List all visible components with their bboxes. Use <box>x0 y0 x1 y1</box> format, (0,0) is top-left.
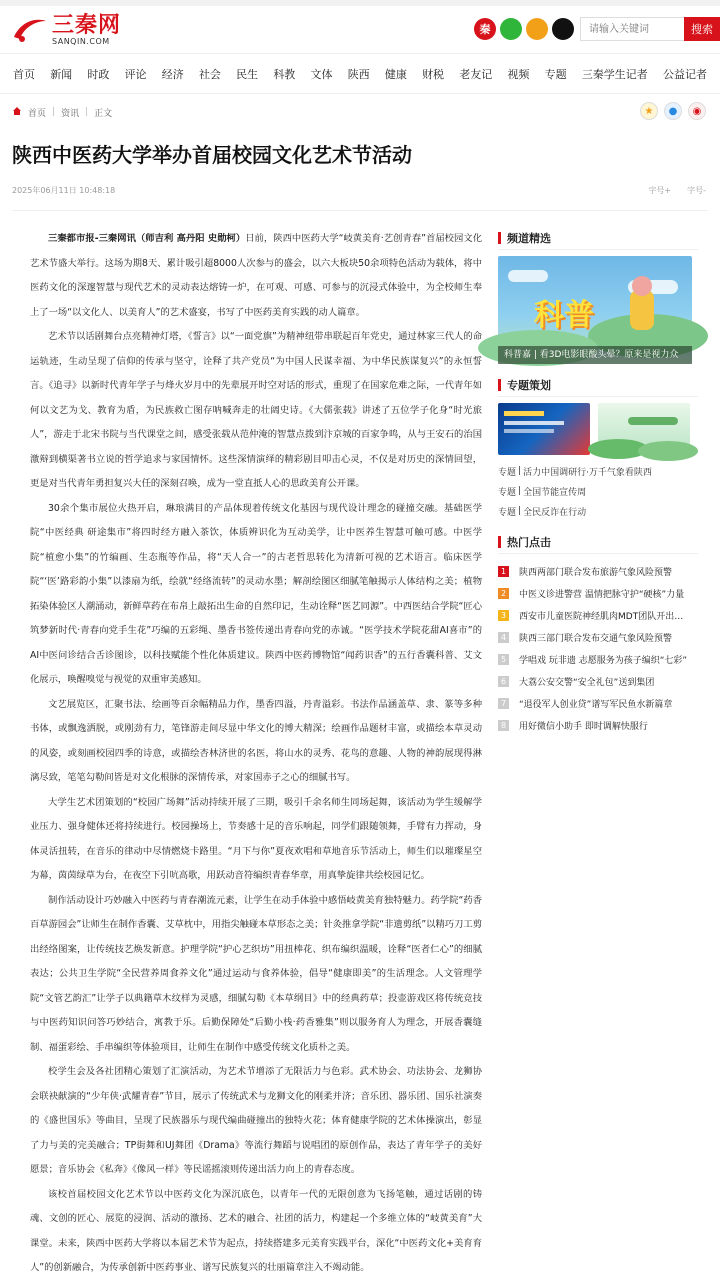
font-size-controls <box>648 185 706 196</box>
nav-item[interactable]: 科教 <box>273 67 296 81</box>
featured-heading: 频道精选 <box>498 227 698 249</box>
article-paragraph: 校学生会及各社团精心策划了汇演活动，为艺术节增添了无限活力与色彩。武术协会、功法协会、龙狮协会联袂献演的“少年侠·武耀青春”节目，展示了传统武术与龙狮文化的刚柔并济；音乐团、器乐团、国乐社演奏的《盛世国乐》等曲目，呈现了民族器乐与现代编曲碰撞出的独特火花；体育健康学院的艺术体操演出，彰显了力与美的完美融合；TP街舞和UJ舞团《Drama》等流行舞蹈与说唱团的原创作品，表达了青年学子的美好愿景；音乐协会《私奔》《像风一样》等民谣摇滚则传递出活力向上的青春态度。 <box>30 1066 482 1175</box>
article-paragraph: 大学生艺术团策划的“校园广场舞”活动持续开展了三期，吸引千余名师生同场起舞，该活动为学生缓解学业压力、强身健体还将持续进行。校园操场上，节奏感十足的音乐响起，同学们跟随领舞，手臂有力挥动，身体灵活扭转，在音乐的律动中尽情燃烧卡路里。“月下与你”夏夜欢唱和草地音乐节活动上，师生们以璀璨星空为幕，茵茵绿草为台，在夜空下引吭高歌，用跃动音符编织青春华章，用真挚旋律共绘校园记忆。 <box>30 796 482 881</box>
topic-list <box>498 461 698 521</box>
breadcrumb-current: 正文 <box>94 108 113 119</box>
hot-list-item[interactable] <box>498 582 698 604</box>
article-paragraph: 该校首届校园文化艺术节以中医药文化为深沉底色，以青年一代的无限创意为飞扬笔触，通过话剧的铸魂、文创的匠心、展览的浸润、活动的激扬、艺术的融合、社团的活力，构建起一个多维立体的“岐黄美育”大课堂。未来，陕西中医药大学将以本届艺术节为起点，持续搭建多元美育实践平台，深化“中医药文化+美育育人”的创新融合，为传承创新中医药事业、谱写民族复兴的壮丽篇章注入不竭动能。 <box>30 1188 482 1273</box>
topic-separator: | <box>518 466 522 476</box>
nav-item[interactable]: 民生 <box>236 67 259 81</box>
article-paragraph: 艺术节以话剧舞台点亮精神灯塔，《誓言》以“一面党旗”为精神纽带串联起百年党史，通过林家三代人的命运轨迹，生动呈现了信仰的传承与坚守，诠释了共产党员“为中国人民谋幸福、为中华民族谋复兴”的永恒誓言。《追寻》以新时代青年学子与烽火岁月中的先辈展开时空对话的形式，重现了在国家危难之际，一代青年如何以文艺为戈、教育为盾，为民族救亡图存呐喊奔走的壮阔史诗。《大儒张载》讲述了五位学子化身“时光旅人”，游走于北宋书院与当代课堂之间，感受张载从范仲淹的智慧点拨到汴京城的百家争鸣，从与王安石的治国激辩到横渠著书立说的哲学追求与家国情怀。这些深情演绎的精彩剧目叩击心灵，不仅是对历史的深情回望，更是对当代青年勇担复兴大任的深刻召唤，成为一堂直抵人心的思政美育公开课。 <box>30 331 482 489</box>
hot-list-item[interactable] <box>498 626 698 648</box>
publish-date: 2025年06月11日 10:48:18 <box>12 185 116 195</box>
main-nav <box>0 54 720 94</box>
nav-item[interactable]: 陕西 <box>347 67 370 81</box>
nav-item[interactable]: 公益记者 <box>663 67 707 81</box>
hot-list <box>498 560 698 736</box>
main-content <box>0 227 720 1281</box>
featured-caption[interactable]: 科普嘉 | 看3D电影眼酸头晕？原来是视力众 <box>498 346 692 364</box>
logo-cn-text: 三秦网 <box>52 11 122 38</box>
hot-item-text: 学唱戏 玩非遗 志愿服务为孩子编织“七彩” <box>519 655 688 666</box>
logo-swoosh-icon <box>12 15 48 45</box>
nav-item[interactable]: 首页 <box>13 67 35 81</box>
hot-list-item[interactable] <box>498 714 698 736</box>
rank-badge: 4 <box>498 632 509 643</box>
article-paragraph-text: 日前，陕西中医药大学“岐黄美育·艺创青春”首届校园文化艺术节盛大举行。这场为期8天、累计吸引超8000人次参与的盛会，以六大板块50余项特色活动为载体，将中医药文化的深邃智慧与现代艺术的灵动表达熔铸一炉，在可观、可感、可参与的沉浸式体验中，为全校师生奉上了一场“以文化人、以美育人”的艺术盛宴，书写了中医药美育实践的动人篇章。 <box>30 233 482 318</box>
breadcrumb-separator: | <box>85 107 89 117</box>
nav-item[interactable]: 新闻 <box>50 67 73 81</box>
hot-list-item[interactable] <box>498 692 698 714</box>
nav-item[interactable]: 文体 <box>310 67 333 81</box>
rank-badge: 8 <box>498 720 509 731</box>
topic-item[interactable] <box>498 481 698 501</box>
social-icons <box>474 18 574 40</box>
hot-item-text: 用好微信小助手 即时调解快服行 <box>519 721 648 732</box>
home-icon <box>12 106 22 119</box>
sidebar <box>498 227 698 1281</box>
breadcrumb-row <box>0 94 720 130</box>
rank-badge: 2 <box>498 588 509 599</box>
hot-item-text: 陕西三部门联合发布交通气象风险预警 <box>519 633 673 644</box>
topic-text: 全国节能宣传周 <box>523 487 587 498</box>
hot-list-item[interactable] <box>498 670 698 692</box>
article-paragraph: 文艺展览区，汇聚书法、绘画等百余幅精品力作，墨香四溢，丹青溢彩。书法作品涵盖草、隶、篆等多种书体，或飘逸洒脱，或刚劲有力，笔锋游走间尽显中华文化的博大精深；绘画作品题材丰富，或描绘本草灵动的风姿，或刻画校园四季的诗意，或描绘杏林济世的名医，将山水的灵秀、花鸟的意趣、人物的神韵展现得淋漓尽致，笔笔勾勒间皆是对文化根脉的深情传承，对家国赤子之心的细腻书写。 <box>30 698 482 783</box>
special-thumb-1[interactable] <box>498 403 590 455</box>
site-header <box>0 6 720 54</box>
nav-item[interactable]: 专题 <box>544 67 567 81</box>
font-increase-button[interactable]: 字号+ <box>648 185 672 195</box>
nav-item[interactable]: 三秦学生记者 <box>581 67 648 81</box>
breadcrumb <box>12 106 112 119</box>
rank-badge: 3 <box>498 610 509 621</box>
title-divider <box>12 210 708 211</box>
douyin-icon[interactable] <box>552 18 574 40</box>
article-paragraph: 制作活动设计巧妙融入中医药与青春潮流元素，让学生在动手体验中感悟岐黄美育独特魅力。药学院“药香百草游园会”让师生在制作香囊、艾草枕中，用指尖触碰本草形态之美；针灸推拿学院“非遗剪纸”以精巧刀工剪出经络图案，让传统技艺焕发新意。护理学院“护心艺织坊”用扭棒花、织布编织温暖，诠释“医者仁心”的细腻表达；公共卫生学院“全民营养周食养文化”通过运动与食养体验，倡导“健康即美”的生活理念。人文管理学院“文管艺韵汇”让学子以典籍草木纹样为灵感，细腻勾勒《本草纲目》中的经典药草；投壶游戏区将传统竞技与中医药知识问答巧妙结合，寓教于乐。后勤保障处“后勤小栈·药香雅集”则以服务育人为理念，开展香囊缝制、福蛋彩绘、手串编织等体验项目，让师生在制作中感受传统文化质朴之美。 <box>30 894 482 1053</box>
featured-art-text: 科普 <box>534 298 594 333</box>
wechat-icon[interactable] <box>500 18 522 40</box>
hot-item-text: 陕西两部门联合发布旅游气象风险预警 <box>519 567 673 578</box>
hot-list-item[interactable] <box>498 604 698 626</box>
article-paragraph <box>30 227 482 325</box>
favorite-star-icon[interactable]: ★ <box>640 102 658 120</box>
featured-image[interactable] <box>498 256 692 364</box>
hot-item-text: 中医义诊进警营 温情把脉守护“硬核”力量 <box>519 589 685 600</box>
rank-badge: 5 <box>498 654 509 665</box>
weibo-share-icon[interactable]: ◉ <box>688 102 706 120</box>
search-bar <box>580 17 720 41</box>
special-thumb-2[interactable] <box>598 403 690 455</box>
article-lead: 三秦都市报-三秦网讯（师吉利 高丹阳 史勋柯） <box>48 233 246 244</box>
weibo-icon[interactable] <box>526 18 548 40</box>
hot-item-text: “退役军人创业贷”谱写军民鱼水新篇章 <box>519 699 673 710</box>
rank-badge: 7 <box>498 698 509 709</box>
hot-item-text: 西安市儿童医院神经肌肉MDT团队开出… <box>519 611 684 622</box>
topic-item[interactable] <box>498 501 698 521</box>
nav-item[interactable]: 评论 <box>124 67 147 81</box>
search-input[interactable] <box>580 17 684 41</box>
share-buttons <box>640 102 706 120</box>
article-body <box>12 227 492 1281</box>
topic-separator: | <box>518 506 522 516</box>
topic-prefix: 专题 <box>498 507 517 518</box>
nav-item[interactable]: 经济 <box>161 67 184 81</box>
font-decrease-button[interactable]: 字号- <box>687 185 706 195</box>
nav-item[interactable]: 财税 <box>422 67 445 81</box>
breadcrumb-news[interactable]: 资讯 <box>61 108 80 119</box>
rank-badge: 1 <box>498 566 509 577</box>
hot-heading: 热门点击 <box>498 531 698 553</box>
rank-badge: 6 <box>498 676 509 687</box>
topic-prefix: 专题 <box>498 467 517 478</box>
article-title: 陕西中医药大学举办首届校园文化艺术节活动 <box>12 142 412 167</box>
nav-item[interactable]: 老友记 <box>459 67 493 81</box>
search-button[interactable]: 搜索 <box>684 17 720 41</box>
hot-item-text: 大荔公安交警“安全礼包”送到集团 <box>519 677 655 688</box>
topic-prefix: 专题 <box>498 487 517 498</box>
hot-list-item[interactable] <box>498 560 698 582</box>
qin-icon[interactable]: 秦 <box>474 18 496 40</box>
article-paragraph: 30余个集市展位火热开启，琳琅满目的产品体现着传统文化基因与现代设计理念的碰撞交融。基础医学院“中医经典 研途集市”将四时经方融入茶饮，体质辨识化为互动美学，让中医养生智慧可触可感。中医学院“植愈小集”的竹编画、生态瓶等作品，将“天人合一”的古老哲思转化为清新可视的艺术语言。临床医学院“‘医’路彩韵小集”以漆扇为纸，绘就“经络流转”的灵动水墨；解剖绘图区细腻笔触揭示人体结构之美；植物拓染体验区人潮涌动，新鲜草药在布帛上敲拓出生命的自然印记，生动诠释“医艺同源”。中西医结合学院“匠心筑梦新时代·青春向党手生花”巧编的五彩绳、墨香书签传递出青春向党的赤诚。“医学技术学院花甜AI喜市”的AI中医问诊结合舌诊图诊，以科技赋能个性化体质建议。陕西中医药博物馆“闻药识香”的五行香囊科普、艾文化展示，唤醒嗅觉与视觉的双重审美感知。 <box>30 502 482 685</box>
topic-item[interactable] <box>498 461 698 481</box>
site-logo[interactable] <box>12 11 122 46</box>
nav-item[interactable]: 社会 <box>198 67 221 81</box>
special-heading: 专题策划 <box>498 374 698 396</box>
logo-en-text: SANQIN.COM <box>52 36 110 46</box>
breadcrumb-home[interactable]: 首页 <box>28 108 47 119</box>
special-thumbnails <box>498 403 698 455</box>
nav-item[interactable]: 健康 <box>384 67 407 81</box>
share-bell-icon[interactable]: ● <box>664 102 682 120</box>
hot-list-item[interactable] <box>498 648 698 670</box>
nav-item[interactable]: 视频 <box>507 67 530 81</box>
article-meta <box>0 176 720 204</box>
topic-separator: | <box>518 486 522 496</box>
nav-item[interactable]: 时政 <box>87 67 110 81</box>
topic-text: 全民反诈在行动 <box>523 507 587 518</box>
topic-text: 活力中国调研行·万千气象看陕西 <box>523 467 652 478</box>
breadcrumb-separator: | <box>52 107 56 117</box>
